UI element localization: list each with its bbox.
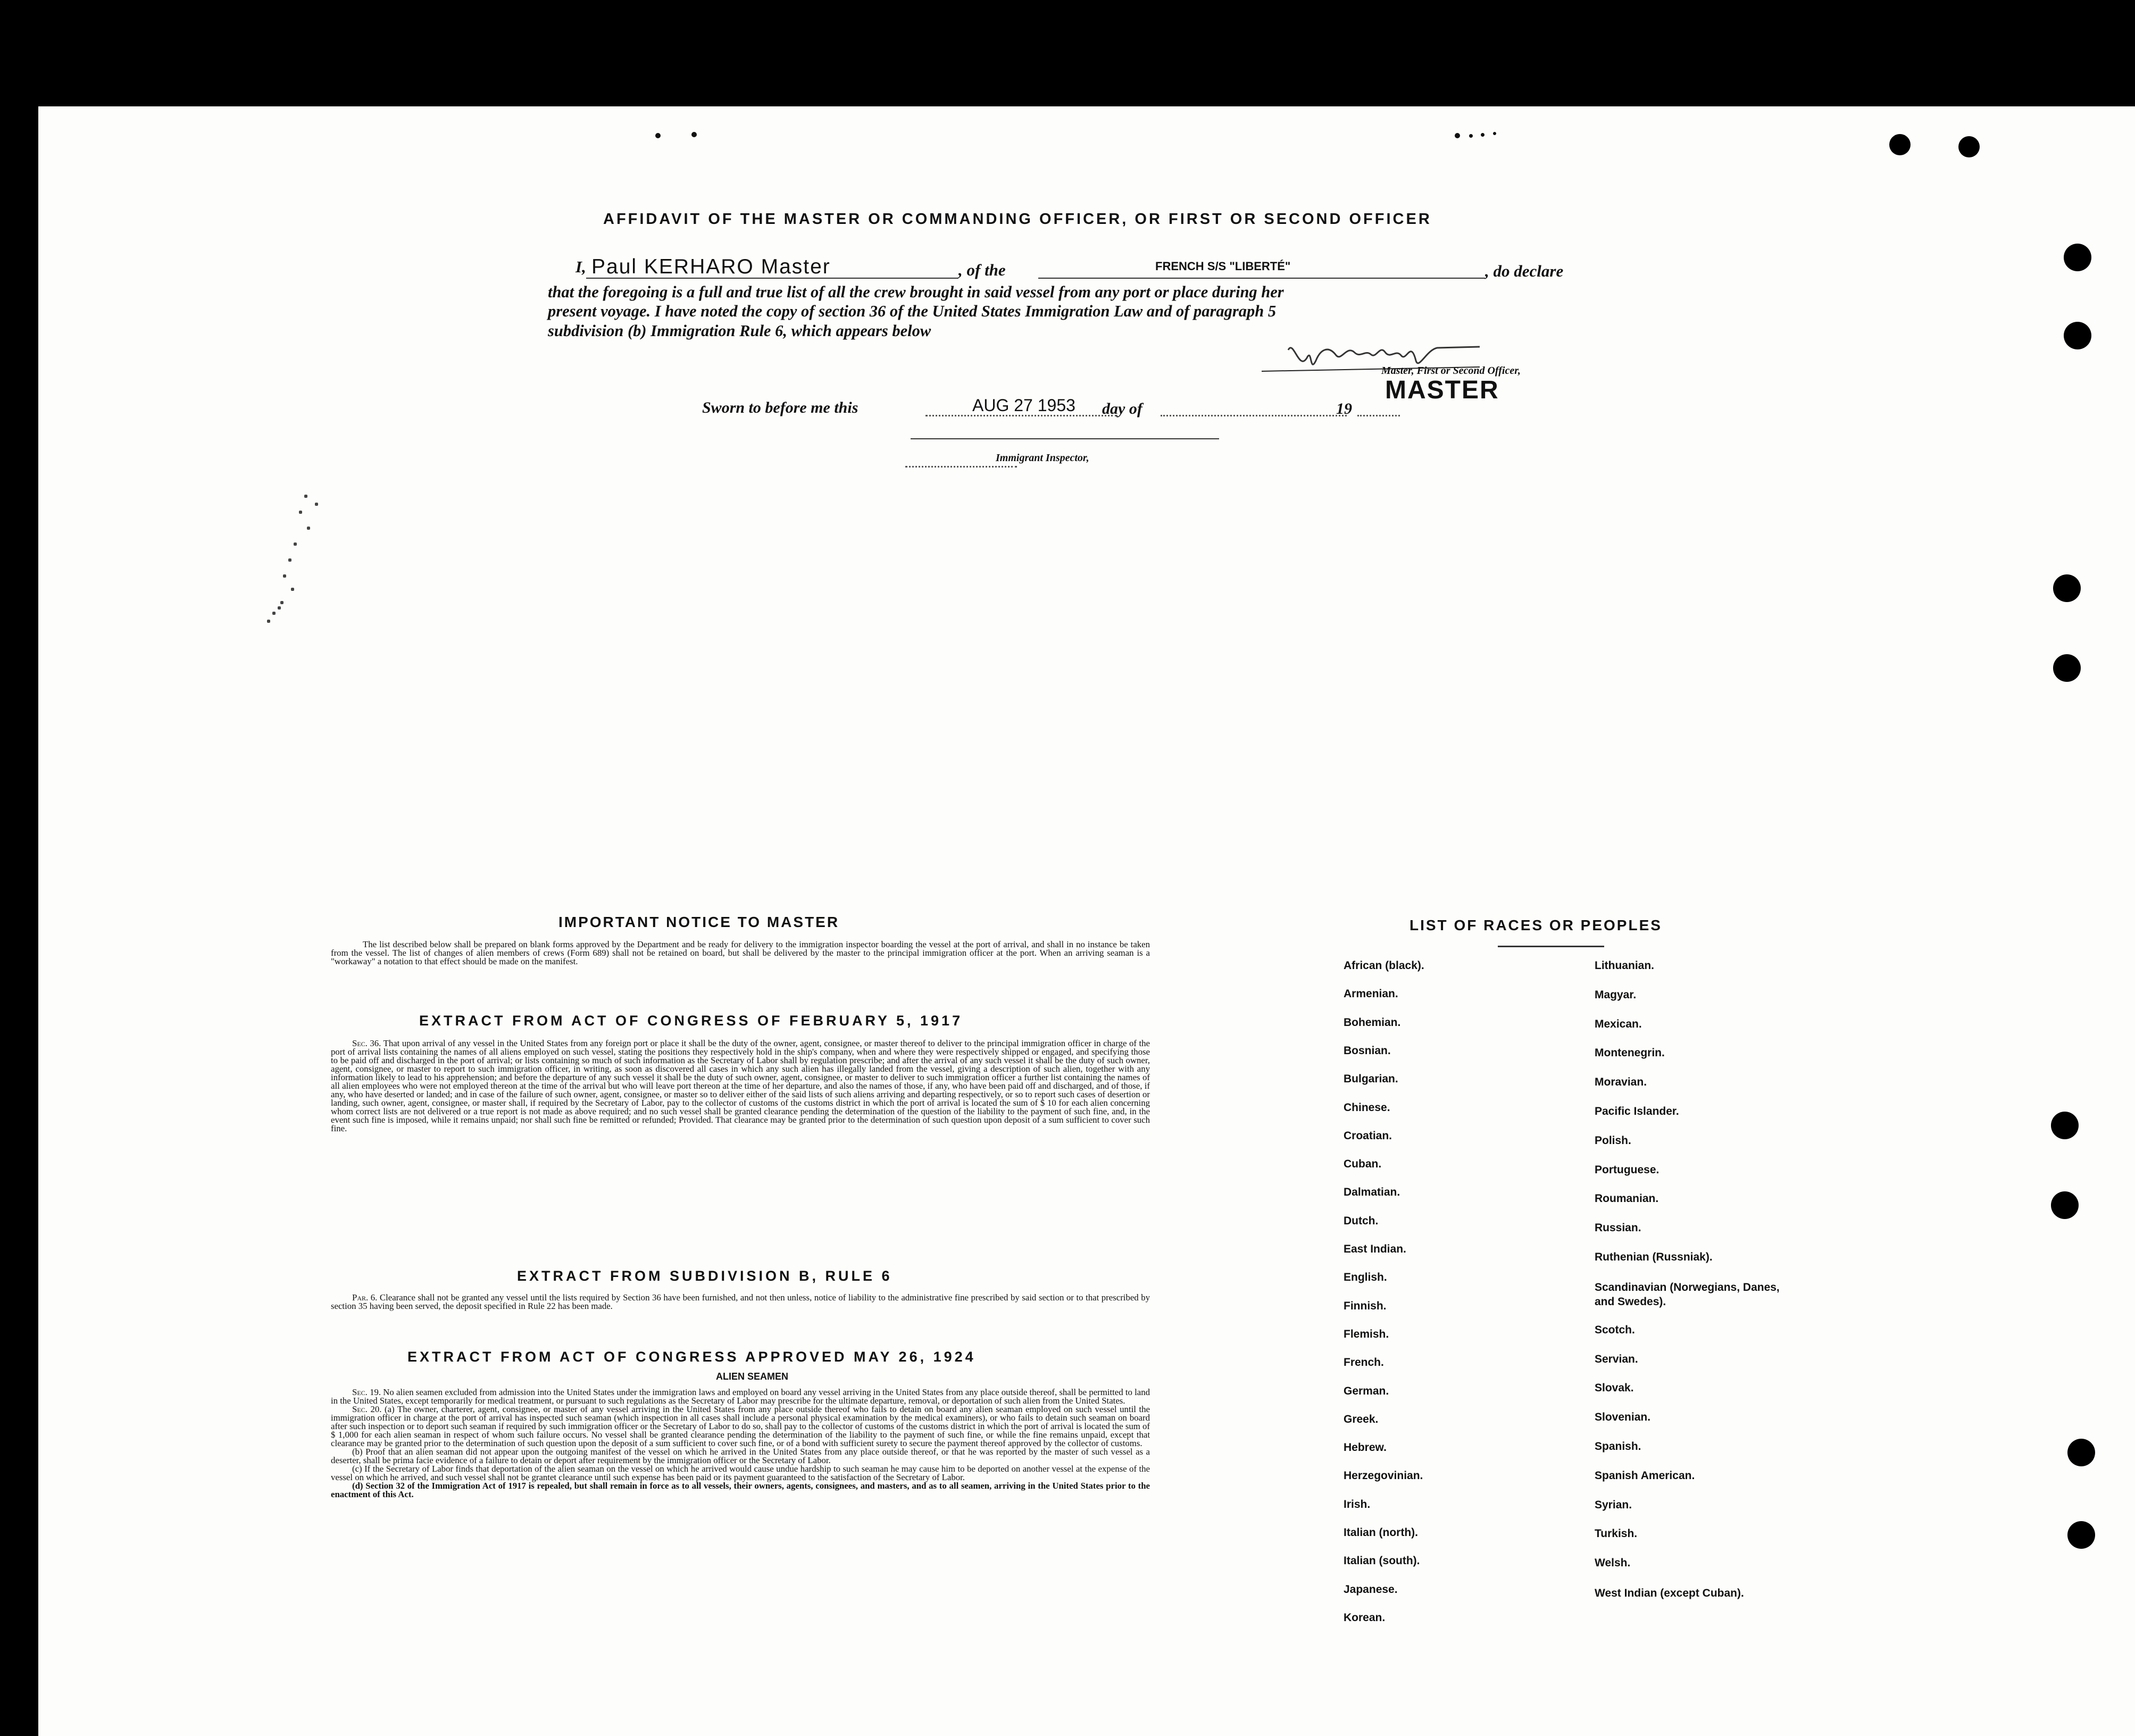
race-item: Montenegrin. (1595, 1047, 1665, 1059)
race-item: Italian (south). (1344, 1555, 1420, 1567)
race-item: Slovenian. (1595, 1411, 1651, 1424)
sec-20a-text: (a) The owner, charterer, agent, consignee, or master of any vessel arriving in the United States from any place outside thereof who fails to detain on board any alien seaman employed on such vessel until the immigration officer in charge at the port of arrival has inspected such seaman (which inspection in all cases shall include a personal physical examination by the medical examiners), or who fails to detain such seaman on board after such inspection or to deport such seaman if required by such immigration officer or the Secretary of Labor to do so, shall pay to the collector of customs of the customs district in which the port of arrival is located the sum of $ 1,000 for each alien seaman in respect of whom such failure occurs. No vessel shall be granted clearance pending the determination of the liability to the payment of such fine, or while the fine remains unpaid, except that clearance may be granted prior to the determination of such question upon the deposit of a sum sufficient to cover such fine, or of a bond with sufficient surety to secure the payment thereof approved by the collector of customs. (331, 1404, 1150, 1448)
binder-hole (2067, 1521, 2095, 1549)
notice-title: IMPORTANT NOTICE TO MASTER (558, 914, 840, 930)
race-item: Finnish. (1344, 1299, 1387, 1312)
binder-hole (1958, 136, 1980, 157)
races-title: LIST OF RACES OR PEOPLES (1410, 917, 1662, 933)
sec-36-text: That upon arrival of any vessel in the United States from any foreign port or place it shall be the duty of the owner, agent, consignee, or master thereof to deliver to the principal immigration officer in charge of the port of arrival lists containing the names of all aliens employed on such vessel, stating the positions they respectively hold in the ship's company, when and where they were respectively shipped or engaged, and specifying those to be paid off and discharged in the port of arrival; or lists containing so much of such information as the Secretary of Labor shall by regulation prescribe; and after the arrival of any such vessel it shall be the duty of such owner, agent, consignee, or master to report to such immigration officer, in writing, as soon as discovered all cases in which any such alien has illegally landed from the vessel, giving a description of such alien, together with any information likely to lead to his apprehension; and before the departure of any such vessel it shall be the duty of such owner, agent, consignee, or master to deliver to such immigration officer a further list containing the names of all alien employees who were not employed thereon at the time of the arrival but who will leave port thereon at the time of her departure, and also the names of those, if any, who have been paid off and discharged, and of those, if any, who have deserted or landed; and in case of the failure of such owner, agent, consignee, or master so to deliver either of the said lists of such aliens arriving and departing respectively, or so to report such cases of desertion or landing, such owner, agent, consignee, or master shall, if required by the Secretary of Labor, pay to the collector of customs of the customs district in which the port of arrival is located the sum of $ 10 for each alien concerning whom correct lists are not delivered or a true report is not made as above required; and no such vessel shall be granted clearance pending the determination of the question of the liability to the payment of such fine, and, in the event such fine is imposed, while it remains unpaid; nor shall such fine be remitted or refunded; Provided. That clearance may be granted prior to the determination of such question upon deposit of a sum sufficient to cover such fine. (331, 1038, 1150, 1133)
extract-1924-subtitle: ALIEN SEAMEN (716, 1371, 789, 1382)
race-item: Syrian. (1595, 1498, 1632, 1511)
race-item: Spanish. (1595, 1440, 1641, 1453)
race-item: Hebrew. (1344, 1441, 1387, 1454)
race-item: Irish. (1344, 1498, 1371, 1510)
race-item: Cuban. (1344, 1158, 1382, 1171)
par-6-text: Clearance shall not be granted any vessel until the lists required by Section 36 have been furnished, and not then unless, notice of liability to the administrative fine prescribed by said section or to that prescribed by section 35 having been served, the deposit specified in Rule 22 has been made. (331, 1292, 1150, 1311)
inspector-field-line (905, 466, 1017, 468)
races-title-rule (1498, 946, 1604, 947)
race-item: Bulgarian. (1344, 1073, 1398, 1086)
year-field-line (1357, 415, 1400, 416)
race-item: Croatian. (1344, 1129, 1392, 1142)
extract-rule6-title: EXTRACT FROM SUBDIVISION B, RULE 6 (517, 1268, 893, 1284)
race-item: Bohemian. (1344, 1016, 1401, 1029)
day-of-text: day of (1102, 400, 1142, 418)
of-the-text: , of the (958, 261, 1006, 279)
sworn-text: Sworn to before me this (702, 399, 858, 416)
race-item: Dalmatian. (1344, 1186, 1400, 1199)
extract-rule6-body (331, 1293, 1150, 1311)
race-item: East Indian. (1344, 1243, 1406, 1255)
do-declare-text: , do declare (1485, 262, 1564, 280)
race-item: Mexican. (1595, 1017, 1642, 1030)
margin-speck (315, 503, 318, 506)
race-item: German. (1344, 1384, 1389, 1397)
binder-hole (1889, 134, 1911, 155)
race-item: African (black). (1344, 959, 1424, 972)
extract-1917-body (331, 1039, 1150, 1133)
race-item: Dutch. (1344, 1214, 1379, 1227)
ink-speck (1481, 133, 1485, 137)
officer-title-field: MASTER (1385, 376, 1499, 404)
inspector-caption: Immigrant Inspector, (996, 452, 1089, 464)
race-item: Servian. (1595, 1353, 1638, 1365)
inspector-signature-line (911, 438, 1219, 439)
year-prefix: 19 (1336, 400, 1352, 418)
race-item: Roumanian. (1595, 1192, 1659, 1205)
margin-speck (304, 495, 307, 498)
sec-20c-text: (c) If the Secretary of Labor finds that deportation of the alien seaman on the vessel on which he arrived would cause undue hardship to such seaman he may cause him to be deported on another vessel at the expense of the vessel on which he arrived, and such vessel shall not be grantet clearance until such expense has been paid or its payment guaranteed to the satisfaction of the Secretary of Labor. (331, 1464, 1150, 1482)
notice-body-text: The list described below shall be prepared on blank forms approved by the Department and be ready for delivery to the immigration inspector boarding the vessel at the port of arrival, and shall in no instance be taken from the vessel. The list of changes of alien members of crews (Form 689) shall not be retained on board, but shall be delivered by the master to the principal immigration officer at the port. When an arriving seaman is a "workaway" a notation to that effect should be made on the manifest. (331, 939, 1150, 966)
extract-1924-title: EXTRACT FROM ACT OF CONGRESS APPROVED MAY 26, 1924 (407, 1349, 976, 1365)
sec-19-text: No alien seamen excluded from admission into the United States under the immigration laws and employed on board any vessel arriving in the United States from any place outside thereof, shall be permitted to land in the United States, except temporarily for medical treatment, or pursuant to such regulations as the Secretary of Labor may prescribe for the ultimate departure, removal, or deportation of such alien from the United States. (331, 1387, 1150, 1406)
sec-36-label: Sec. 36. (352, 1038, 381, 1048)
notice-body (331, 940, 1150, 966)
race-item: Bosnian. (1344, 1044, 1391, 1057)
race-item: Scotch. (1595, 1323, 1635, 1336)
declaration-line-2: that the foregoing is a full and true list of all the crew brought in said vessel from any port or place during her (548, 283, 1284, 301)
ink-speck (1469, 134, 1473, 138)
ink-speck (691, 132, 697, 137)
extract-1917-title: EXTRACT FROM ACT OF CONGRESS OF FEBRUARY 5, 1917 (419, 1013, 963, 1029)
vessel-name-field: FRENCH S/S "LIBERTÉ" (1155, 260, 1291, 273)
race-item: Japanese. (1344, 1583, 1398, 1596)
document-sheet (38, 106, 2135, 1736)
race-item: Spanish American. (1595, 1469, 1695, 1482)
extract-1924-body (331, 1388, 1150, 1499)
margin-speck (291, 588, 294, 591)
officer-caption: Master, First or Second Officer, (1381, 365, 1521, 377)
sec-19-label: Sec. 19. (352, 1387, 381, 1397)
sec-20b-text: (b) Proof that an alien seaman did not appear upon the outgoing manifest of the vessel on which he arrived in the United States from any place outside thereof, or that he was reported by the master of such vessel as a deserter, shall be prima facie evidence of a failure to detain or deport after requirement by the immigration officer or the Secretary of Labor. (331, 1447, 1150, 1465)
race-item: Scandinavian (Norwegians, Danes, and Swedes). (1595, 1281, 1780, 1308)
month-field-line (1161, 415, 1347, 416)
race-item: Korean. (1344, 1611, 1386, 1624)
affidavit-i-prefix: I, (576, 257, 586, 276)
race-item: French. (1344, 1356, 1384, 1369)
margin-speck (267, 620, 270, 623)
par-6-label: Par. 6. (352, 1292, 378, 1303)
binder-hole (2067, 1439, 2095, 1466)
race-item: English. (1344, 1271, 1387, 1284)
race-item: Turkish. (1595, 1528, 1638, 1540)
race-item: Slovak. (1595, 1382, 1634, 1395)
race-item: Pacific Islander. (1595, 1105, 1679, 1117)
binder-hole (2053, 574, 2081, 602)
race-item: West Indian (except Cuban). (1595, 1587, 1744, 1599)
race-item: Magyar. (1595, 988, 1637, 1001)
race-item: Russian. (1595, 1222, 1641, 1234)
race-item: Lithuanian. (1595, 959, 1654, 972)
race-item: Chinese. (1344, 1101, 1390, 1114)
declaration-line-4: subdivision (b) Immigration Rule 6, which appears below (548, 322, 931, 340)
race-item: Ruthenian (Russniak). (1595, 1251, 1713, 1263)
sec-20d-text: (d) Section 32 of the Immigration Act of 1917 is repealed, but shall remain in force as to all vessels, their owners, agents, consignees, and masters, and as to all seamen, arriving in the United States prior to the enactment of this Act. (331, 1481, 1150, 1499)
affidavit-title: AFFIDAVIT OF THE MASTER OR COMMANDING OFFICER, OR FIRST OR SECOND OFFICER (603, 211, 1432, 228)
margin-speck (272, 612, 276, 615)
name-field-line (586, 278, 958, 279)
race-item: Moravian. (1595, 1076, 1647, 1089)
binder-hole (2051, 1112, 2079, 1139)
declaration-line-3: present voyage. I have noted the copy of section 36 of the United States Immigration Law and of paragraph 5 (548, 302, 1277, 320)
margin-speck (283, 574, 286, 578)
race-item: Portuguese. (1595, 1163, 1659, 1176)
race-item: Italian (north). (1344, 1526, 1418, 1539)
race-item: Flemish. (1344, 1328, 1389, 1340)
race-item: Polish. (1595, 1134, 1631, 1147)
binder-hole (2053, 654, 2081, 682)
race-item: Armenian. (1344, 988, 1398, 1000)
binder-hole (2064, 322, 2091, 349)
margin-speck (307, 527, 310, 530)
margin-speck (278, 606, 281, 610)
margin-speck (288, 558, 291, 562)
binder-hole (2051, 1191, 2079, 1219)
ink-speck (1455, 133, 1460, 138)
date-stamp: AUG 27 1953 (972, 396, 1075, 415)
ink-speck (655, 133, 661, 138)
vessel-field-line (1038, 278, 1485, 279)
margin-speck (280, 601, 283, 604)
sec-20-label: Sec. 20. (352, 1404, 382, 1414)
ink-speck (1493, 132, 1496, 135)
margin-speck (299, 511, 302, 514)
binder-hole (2064, 244, 2091, 271)
race-item: Greek. (1344, 1413, 1379, 1425)
race-item: Herzegovinian. (1344, 1470, 1423, 1482)
master-name-field: Paul KERHARO Master (591, 255, 831, 278)
race-item: Welsh. (1595, 1557, 1631, 1570)
margin-speck (294, 542, 297, 546)
